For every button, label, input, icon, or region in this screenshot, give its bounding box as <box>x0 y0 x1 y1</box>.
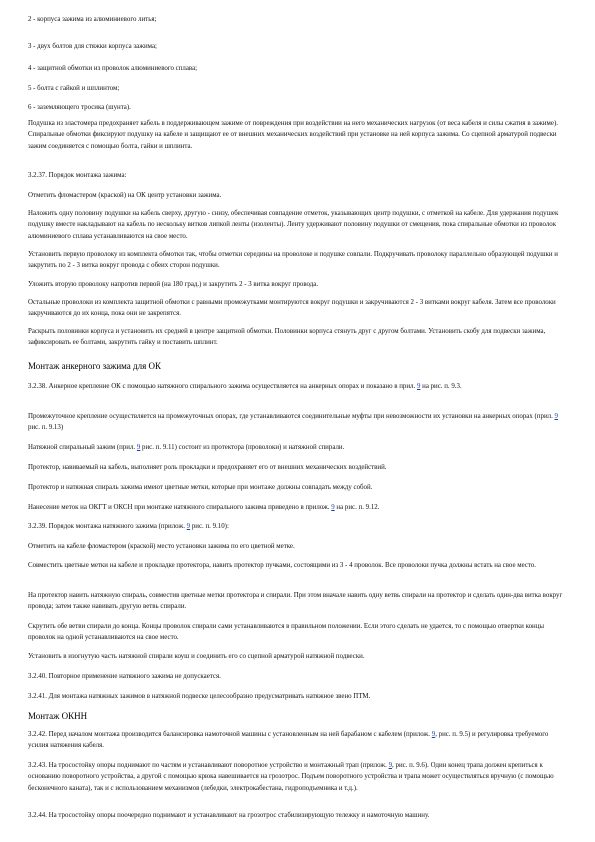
list-item-3: 3 - двух болтов для стяжки корпуса зажима; <box>28 43 157 50</box>
section-3-2-43-text: 3.2.43. На тросостойку опоры поднимают по частям и устанавливают поворотное устройство и монтажный трап (прилож. <box>28 762 389 769</box>
section-3-2-37: 3.2.37. Порядок монтажа зажима: <box>28 172 127 179</box>
section-3-2-42 <box>28 729 568 752</box>
section-3-2-43 <box>28 760 568 794</box>
section-3-2-44: 3.2.44. На тросостойку опоры поочередно поднимают и устанавливают на грозотрос стабилизирующую тележку и намоточную машину. <box>28 812 430 819</box>
appendix-9-link[interactable]: 9 <box>431 731 436 738</box>
section-3-2-43-tail: , рис. п. 9.6). Один конец трапа должен крепиться к основанию поворотного устройства, а другой с помощью крюка навешивается на грозотрос. Подъем поворотного устройства и трапа может осуществляться вручную (с помощью бесконечного каната), так и с использованием механизмов (лебедки, электрокабестана, гидроподъемника и т.д.). <box>28 762 554 792</box>
heading-anchor-clamp: Монтаж анкерного зажима для ОК <box>28 361 162 371</box>
appendix-9-link[interactable]: 9 <box>136 444 141 451</box>
paragraph-color-marks: Протектор и натяжная спираль зажима имеют цветные метки, которые при монтаже должны совпадать между собой. <box>28 484 373 491</box>
paragraph-housing: Раскрыть половинки корпуса и установить их средней в центре защитной обмотки. Половинки корпуса стянуть друг с другом болтами. Установить скобу для подвески зажима, зафиксировать ее болтами, закрутить гайку и поставить шплинт. <box>28 328 546 347</box>
section-3-2-39-text: 3.2.39. Порядок монтажа натяжного зажима (прилож. <box>28 523 187 530</box>
section-3-2-39 <box>28 521 568 532</box>
list-item-2: 2 - корпуса зажима из алюминиевого литья; <box>28 16 157 23</box>
list-item-4: 4 - защитной обмотки из проволок алюминиевого сплава; <box>28 65 198 72</box>
section-3-2-42-tail: , рис. п. 9.5) и регулировка требуемого усилия натяжения кабеля. <box>28 731 549 750</box>
paragraph-spiral-clamp <box>28 442 568 453</box>
heading-oknn: Монтаж ОКНН <box>28 711 88 721</box>
paragraph-spiral-clamp-tail: рис. п. 9.11) состоит из протектора (проволоки) и натяжной спирали. <box>140 444 345 451</box>
paragraph-marking-text: Нанесение меток на ОКГТ и ОКСН при монтаже натяжного спирального зажима приведено в прилож. <box>28 504 332 511</box>
section-3-2-39-tail: рис. п. 9.10): <box>190 523 229 530</box>
paragraph-wind-spiral: На протектор навить натяжную спираль, совместив цветные метки протектора и спирали. При этом вначале навить одну ветвь спирали на протектор и сделать один-два витка вокруг провода; затем также навивать другую ветвь спирали. <box>28 592 563 611</box>
section-3-2-38-text: 3.2.38. Анкерное крепление ОК с помощью натяжного спирального зажима осуществляется на анкерных опорах и показано в прил. <box>28 383 417 390</box>
section-3-2-38-tail: на рис. п. 9.3. <box>420 383 462 390</box>
paragraph-twist-spiral: Скрутить обе ветви спирали до конца. Концы проволок спирали сами устанавливаются в правильном положении. Если этого сделать не удается, то с помощью отвертки концы проволок на одной устанавливаются на свое место. <box>28 623 545 642</box>
paragraph-mark-place: Отметить на кабеле фломастером (краской) место установки зажима по его цветной метке. <box>28 543 295 550</box>
paragraph-marking-tail: на рис. п. 9.12. <box>334 504 380 511</box>
paragraph-first-wire: Установить первую проволоку из комплекта обмотки так, чтобы отметки середины на проволоке и подушке совпали. Подкручивать проволоку параллельно образующей подушки и закрутить по 2 - 3 витка вокруг провода с обеих сторон подушки. <box>28 251 558 270</box>
paragraph-intermediate <box>28 411 568 434</box>
appendix-9-link[interactable]: 9 <box>186 523 191 530</box>
section-3-2-42-text: 3.2.42. Перед началом монтажа производится балансировка намоточной машины с установленным на ней барабаном с кабелем (прилож. <box>28 731 432 738</box>
section-3-2-40: 3.2.40. Повторное применение натяжного зажима не допускается. <box>28 673 221 680</box>
appendix-9-link[interactable]: 9 <box>331 504 335 511</box>
paragraph-intermediate-text: Промежуточное крепление осуществляется на промежуточных опорах, где устанавливаются соединительные муфты при невозможности их установки на анкерных опорах (прил. <box>28 413 555 420</box>
paragraph-cushion: Подушка из эластомера предохраняет кабель в поддерживающем зажиме от повреждения при воздействии на него механических нагрузок (от веса кабеля и силы сжатия в зажиме). Спиральные обмотки фиксируют подушку на кабеле и защищают ее от внешних механических воздействий при установке на ней корпуса зажима. Со сцепной арматурой подвески зажим соединяется с помощью болта, гайки и шплинта. <box>28 120 558 150</box>
list-item-6: 6 - заземляющего тросика (шунта). <box>28 104 131 111</box>
paragraph-mark-center: Отметить фломастером (краской) на ОК центр установки зажима. <box>28 192 222 199</box>
appendix-9-link[interactable]: 9 <box>388 762 393 769</box>
section-3-2-38 <box>28 381 568 392</box>
paragraph-marking <box>28 502 568 513</box>
paragraph-cushion-halves: Наложить одну половину подушки на кабель сверху, другую - снизу, обеспечивая совпадение отметок, указывающих центр подушки, с отметкой на кабеле. Для удержания подушек подушку вместе накладывают на кабель по нескольку витков липкой ленты (изоленты). Ленту удерживают половину подушки от смещения, пока спиральные обмотки из проволок алюминиевого сплава устанавливаются на свое место. <box>28 210 559 240</box>
paragraph-other-wires: Остальные проволоки из комплекта защитной обмотки с равными промежутками монтируются вокруг подушки и закручиваются 2 - 3 витками вокруг кабеля. Затем все проволоки закручиваются до их конца, пока они не закрепятся. <box>28 299 556 318</box>
paragraph-second-wire: Уложить вторую проволоку напротив первой (на 180 град.) и закрутить 2 - 3 витка вокруг провода. <box>28 281 319 288</box>
paragraph-thimble: Установить в изогнутую часть натяжной спирали коуш и соединить его со сцепной арматурой натяжной подвески. <box>28 653 365 660</box>
appendix-9-link[interactable]: 9 <box>416 383 421 390</box>
paragraph-intermediate-tail: рис. п. 9.13) <box>28 424 64 432</box>
appendix-9-link[interactable]: 9 <box>554 413 558 420</box>
paragraph-protector: Протектор, навиваемый на кабель, выполняет роль прокладки и предохраняет его от внешних механических воздействий. <box>28 464 387 471</box>
paragraph-spiral-clamp-text: Натяжной спиральный зажим (прил. <box>28 444 137 451</box>
list-item-5: 5 - болта с гайкой и шплинтом; <box>28 85 120 92</box>
section-3-2-41: 3.2.41. Для монтажа натяжных зажимов в натяжной подвеске целесообразно предусматривать натяжное звено ПТМ. <box>28 693 371 700</box>
paragraph-combine-marks: Совместить цветные метки на кабеле и прокладке протектора, навить протектор пучками, состоящими из 3 - 4 проволок. Все проволоки пучка должны встать на свое место. <box>28 562 536 569</box>
